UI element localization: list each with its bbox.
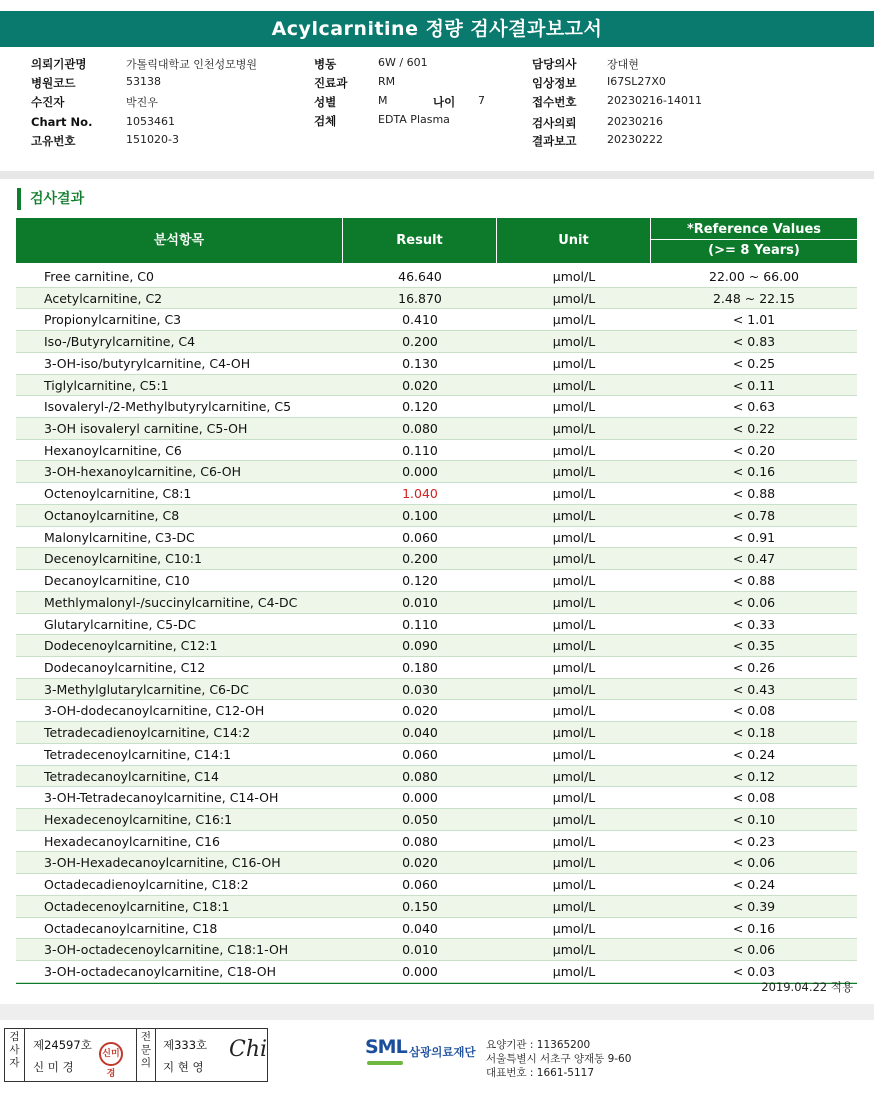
specialist-name: 지 현 영: [163, 1060, 204, 1074]
table-row: [16, 396, 857, 418]
cell-unit: μmol/L: [552, 725, 596, 741]
cell-unit: μmol/L: [552, 811, 596, 827]
cell-result: 0.040: [402, 725, 438, 741]
cell-result: 0.090: [402, 638, 438, 654]
cell-reference: < 0.63: [732, 399, 776, 415]
table-row: [16, 874, 857, 896]
table-body: [16, 266, 857, 983]
cell-reference: < 0.16: [732, 920, 776, 936]
label-hospital: 의뢰기관명: [31, 57, 87, 71]
table-row: [16, 939, 857, 961]
cell-result: 1.040: [402, 486, 438, 502]
table-row: [16, 375, 857, 397]
cell-unit: μmol/L: [552, 877, 596, 893]
label-chart-no: Chart No.: [31, 115, 93, 129]
value-unique-no: 151020-3: [126, 133, 179, 146]
cell-result: 0.020: [402, 855, 438, 871]
cell-reference: < 0.08: [732, 790, 776, 806]
cell-result: 0.000: [402, 964, 438, 979]
cell-analyte: Decanoylcarnitine, C10: [44, 573, 190, 589]
cell-result: 0.410: [402, 312, 438, 328]
cell-analyte: Propionylcarnitine, C3: [44, 312, 182, 328]
cell-reference: < 0.88: [732, 573, 776, 589]
cell-unit: μmol/L: [552, 594, 596, 610]
cell-analyte: Isovaleryl-/2-Methylbutyrylcarnitine, C5: [44, 399, 292, 415]
cell-reference: < 0.78: [732, 507, 776, 523]
cell-result: 0.000: [402, 790, 438, 806]
cell-reference: < 0.43: [732, 681, 776, 697]
organization-code: 요양기관 : 11365200: [486, 1039, 591, 1051]
table-row: [16, 744, 857, 766]
table-row: [16, 548, 857, 570]
cell-result: 0.150: [402, 898, 438, 914]
cell-result: 0.060: [402, 529, 438, 545]
value-clinical-info: I67SL27X0: [607, 75, 666, 88]
cell-reference: < 0.91: [732, 529, 776, 545]
cell-reference: < 0.88: [732, 486, 776, 502]
cell-analyte: 3-Methylglutarylcarnitine, C6-DC: [44, 681, 249, 697]
label-report-date: 결과보고: [532, 134, 577, 148]
cell-unit: μmol/L: [552, 659, 596, 675]
cell-reference: < 0.39: [732, 898, 776, 914]
specialist-signature: Chi: [229, 1037, 268, 1062]
table-row: [16, 440, 857, 462]
table-header: [16, 218, 857, 263]
label-patient: 수진자: [31, 95, 65, 109]
specialist-label: 전문의: [136, 1029, 156, 1081]
cell-reference: < 0.16: [732, 464, 776, 480]
cell-reference: < 1.01: [732, 312, 776, 328]
cell-unit: μmol/L: [552, 746, 596, 762]
value-report-date: 20230222: [607, 133, 663, 146]
label-department: 진료과: [314, 76, 348, 90]
table-row: [16, 266, 857, 288]
organization-name: 삼광의료재단: [409, 1045, 476, 1059]
cell-unit: μmol/L: [552, 833, 596, 849]
value-age: 7: [478, 94, 485, 107]
cell-result: 0.040: [402, 920, 438, 936]
cell-result: 0.000: [402, 464, 438, 480]
patient-info: [0, 56, 874, 168]
section-title: 검사결과: [17, 188, 84, 210]
cell-unit: μmol/L: [552, 486, 596, 502]
cell-analyte: Octanoylcarnitine, C8: [44, 507, 180, 523]
value-sex: M: [378, 94, 388, 107]
cell-analyte: 3-OH-Hexadecanoylcarnitine, C16-OH: [44, 855, 281, 871]
examiner-license: 제24597호: [33, 1038, 92, 1052]
cell-analyte: Hexadecenoylcarnitine, C16:1: [44, 811, 233, 827]
label-clinical-info: 임상정보: [532, 76, 577, 90]
table-bottom-line: [16, 983, 857, 984]
cell-reference: 2.48 ~ 22.15: [712, 290, 796, 306]
cell-reference: < 0.47: [732, 551, 776, 567]
cell-result: 0.180: [402, 659, 438, 675]
cell-analyte: 3-OH-octadecenoylcarnitine, C18:1-OH: [44, 942, 289, 958]
cell-unit: μmol/L: [552, 464, 596, 480]
table-row: [16, 852, 857, 874]
cell-unit: μmol/L: [552, 616, 596, 632]
cell-analyte: 3-OH-octadecanoylcarnitine, C18-OH: [44, 964, 276, 979]
table-row: [16, 353, 857, 375]
table-row: [16, 592, 857, 614]
specialist-license: 제333호: [163, 1038, 208, 1052]
table-row: [16, 679, 857, 701]
organization-address: 서울특별시 서초구 양재동 9-60: [486, 1053, 632, 1065]
cell-unit: μmol/L: [552, 290, 596, 306]
table-row: [16, 918, 857, 940]
cell-reference: < 0.26: [732, 659, 776, 675]
cell-result: 16.870: [398, 290, 442, 306]
table-row: [16, 961, 857, 983]
organization-logo: [365, 1036, 477, 1078]
label-age: 나이: [433, 95, 456, 109]
cell-reference: < 0.25: [732, 355, 776, 371]
cell-reference: < 0.18: [732, 725, 776, 741]
cell-result: 0.200: [402, 551, 438, 567]
cell-result: 0.080: [402, 768, 438, 784]
cell-reference: < 0.12: [732, 768, 776, 784]
cell-unit: μmol/L: [552, 334, 596, 350]
footer-divider: [0, 1004, 874, 1020]
cell-reference: < 0.83: [732, 334, 776, 350]
cell-analyte: Glutarylcarnitine, C5-DC: [44, 616, 196, 632]
cell-analyte: Malonylcarnitine, C3-DC: [44, 529, 195, 545]
table-row: [16, 896, 857, 918]
cell-analyte: Tiglylcarnitine, C5:1: [44, 377, 169, 393]
value-chart-no: 1053461: [126, 115, 175, 128]
cell-reference: < 0.24: [732, 877, 776, 893]
cell-unit: μmol/L: [552, 964, 596, 979]
cell-analyte: Decenoylcarnitine, C10:1: [44, 551, 202, 567]
cell-analyte: Octadecanoylcarnitine, C18: [44, 920, 218, 936]
cell-analyte: Tetradecanoylcarnitine, C14: [44, 768, 219, 784]
cell-result: 0.020: [402, 377, 438, 393]
table-row: [16, 657, 857, 679]
cell-result: 0.010: [402, 594, 438, 610]
cell-analyte: 3-OH isovaleryl carnitine, C5-OH: [44, 421, 248, 437]
logo-mark: SML: [365, 1036, 407, 1058]
organization-info: [486, 1038, 631, 1080]
cell-analyte: Hexanoylcarnitine, C6: [44, 442, 182, 458]
table-row: [16, 418, 857, 440]
cell-reference: < 0.06: [732, 942, 776, 958]
cell-result: 0.100: [402, 507, 438, 523]
value-department: RM: [378, 75, 396, 88]
cell-unit: μmol/L: [552, 377, 596, 393]
table-row: [16, 331, 857, 353]
table-row: [16, 635, 857, 657]
cell-unit: μmol/L: [552, 703, 596, 719]
cell-reference: < 0.24: [732, 746, 776, 762]
cell-result: 0.110: [402, 616, 438, 632]
cell-result: 0.110: [402, 442, 438, 458]
table-row: [16, 787, 857, 809]
cell-reference: < 0.20: [732, 442, 776, 458]
results-table: [16, 218, 857, 984]
header-reference-title: *Reference Values: [651, 218, 857, 240]
cell-unit: μmol/L: [552, 269, 596, 284]
cell-unit: μmol/L: [552, 920, 596, 936]
report-title: Acylcarnitine 정량 검사결과보고서: [0, 11, 874, 47]
cell-result: 0.060: [402, 877, 438, 893]
cell-result: 0.010: [402, 942, 438, 958]
cell-unit: μmol/L: [552, 399, 596, 415]
examiner-label: 검사자: [5, 1029, 25, 1081]
cell-reference: < 0.06: [732, 855, 776, 871]
cell-analyte: Free carnitine, C0: [44, 269, 154, 284]
cell-reference: < 0.33: [732, 616, 776, 632]
cell-analyte: Octadecenoylcarnitine, C18:1: [44, 898, 230, 914]
table-row: [16, 766, 857, 788]
table-row: [16, 722, 857, 744]
value-receipt-no: 20230216-14011: [607, 94, 702, 107]
cell-result: 0.050: [402, 811, 438, 827]
cell-reference: < 0.10: [732, 811, 776, 827]
cell-reference: < 0.22: [732, 421, 776, 437]
cell-reference: < 0.35: [732, 638, 776, 654]
cell-analyte: Octadecadienoylcarnitine, C18:2: [44, 877, 249, 893]
cell-unit: μmol/L: [552, 529, 596, 545]
cell-analyte: 3-OH-iso/butyrylcarnitine, C4-OH: [44, 355, 251, 371]
label-request-date: 검사의뢰: [532, 116, 577, 130]
cell-reference: < 0.03: [732, 964, 776, 979]
table-row: [16, 614, 857, 636]
cell-result: 0.130: [402, 355, 438, 371]
header-reference: [651, 218, 857, 263]
cell-reference: < 0.06: [732, 594, 776, 610]
cell-unit: μmol/L: [552, 421, 596, 437]
cell-analyte: Tetradecenoylcarnitine, C14:1: [44, 746, 232, 762]
cell-unit: μmol/L: [552, 681, 596, 697]
applied-note: 2019.04.22 적용: [761, 980, 853, 994]
cell-analyte: Octenoylcarnitine, C8:1: [44, 486, 192, 502]
table-row: [16, 809, 857, 831]
table-row: [16, 309, 857, 331]
examiner-seal-icon: 신미경: [99, 1042, 123, 1066]
label-ward: 병동: [314, 57, 337, 71]
cell-result: 0.120: [402, 399, 438, 415]
cell-analyte: Dodecanoylcarnitine, C12: [44, 659, 206, 675]
cell-unit: μmol/L: [552, 573, 596, 589]
label-unique-no: 고유번호: [31, 134, 76, 148]
cell-unit: μmol/L: [552, 942, 596, 958]
cell-reference: < 0.11: [732, 377, 776, 393]
label-doctor: 담당의사: [532, 57, 577, 71]
cell-result: 0.120: [402, 573, 438, 589]
value-hospital: 가톨릭대학교 인천성모병원: [126, 58, 258, 71]
header-result: Result: [343, 218, 497, 263]
cell-unit: μmol/L: [552, 551, 596, 567]
cell-reference: < 0.08: [732, 703, 776, 719]
value-hospital-code: 53138: [126, 75, 161, 88]
table-row: [16, 288, 857, 310]
cell-analyte: Tetradecadienoylcarnitine, C14:2: [44, 725, 251, 741]
cell-result: 0.030: [402, 681, 438, 697]
cell-analyte: Acetylcarnitine, C2: [44, 290, 163, 306]
cell-unit: μmol/L: [552, 898, 596, 914]
signature-box: [4, 1028, 268, 1082]
cell-result: 46.640: [398, 269, 442, 284]
table-row: [16, 831, 857, 853]
cell-reference: 22.00 ~ 66.00: [709, 269, 799, 284]
organization-phone: 대표번호 : 1661-5117: [486, 1067, 595, 1079]
label-hospital-code: 병원코드: [31, 76, 76, 90]
table-row: [16, 505, 857, 527]
label-sex: 성별: [314, 95, 337, 109]
cell-result: 0.020: [402, 703, 438, 719]
cell-unit: μmol/L: [552, 312, 596, 328]
value-specimen: EDTA Plasma: [378, 113, 450, 126]
header-item: 분석항목: [16, 218, 343, 263]
cell-unit: μmol/L: [552, 855, 596, 871]
table-row: [16, 527, 857, 549]
label-receipt-no: 접수번호: [532, 95, 577, 109]
cell-analyte: 3-OH-hexanoylcarnitine, C6-OH: [44, 464, 242, 480]
logo-swoosh-icon: [367, 1061, 403, 1065]
value-request-date: 20230216: [607, 115, 663, 128]
cell-unit: μmol/L: [552, 355, 596, 371]
examiner-name: 신 미 경: [33, 1060, 74, 1074]
cell-unit: μmol/L: [552, 507, 596, 523]
cell-result: 0.060: [402, 746, 438, 762]
cell-unit: μmol/L: [552, 638, 596, 654]
cell-analyte: 3-OH-dodecanoylcarnitine, C12-OH: [44, 703, 265, 719]
cell-reference: < 0.23: [732, 833, 776, 849]
cell-analyte: Iso-/Butyrylcarnitine, C4: [44, 334, 196, 350]
table-row: [16, 700, 857, 722]
header-unit: Unit: [497, 218, 651, 263]
cell-analyte: Dodecenoylcarnitine, C12:1: [44, 638, 218, 654]
table-row: [16, 483, 857, 505]
value-patient: 박진우: [126, 96, 158, 109]
value-ward: 6W / 601: [378, 56, 428, 69]
cell-result: 0.080: [402, 421, 438, 437]
cell-analyte: 3-OH-Tetradecanoylcarnitine, C14-OH: [44, 790, 279, 806]
value-doctor: 장대현: [607, 58, 639, 71]
cell-result: 0.080: [402, 833, 438, 849]
table-row: [16, 570, 857, 592]
header-reference-sub: (>= 8 Years): [708, 243, 800, 258]
cell-unit: μmol/L: [552, 790, 596, 806]
label-specimen: 검체: [314, 114, 337, 128]
cell-result: 0.200: [402, 334, 438, 350]
cell-unit: μmol/L: [552, 768, 596, 784]
cell-analyte: Methlymalonyl-/succinylcarnitine, C4-DC: [44, 594, 298, 610]
divider: [0, 171, 874, 179]
table-row: [16, 461, 857, 483]
cell-analyte: Hexadecanoylcarnitine, C16: [44, 833, 220, 849]
cell-unit: μmol/L: [552, 442, 596, 458]
